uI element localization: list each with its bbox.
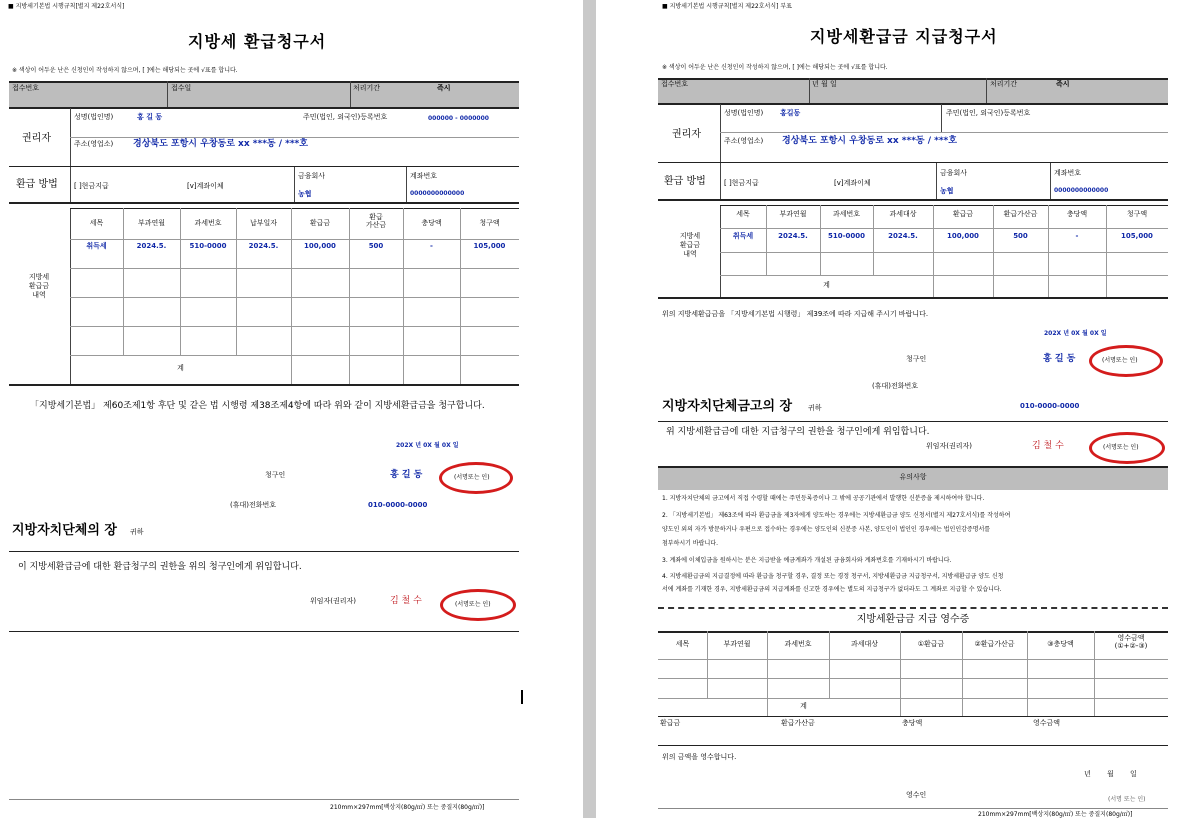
header-refund: 환급금 (309, 219, 331, 227)
receipt-statement: 위의 금액을 영수합니다. (662, 753, 737, 761)
bank-label: 금융회사 (940, 169, 968, 177)
receipt-header-refund: ①환급금 (917, 640, 945, 648)
total-label: 계 (823, 281, 830, 289)
cash-option[interactable]: [ ]현금지급 (74, 182, 109, 190)
rights-holder-label: 권리자 (22, 133, 51, 144)
bank-value: 농협 (298, 190, 312, 198)
note-2-cont2: 첨부하시기 바랍니다. (662, 540, 718, 547)
claim-statement: 위의 지방세환급금을 「지방세기본법 시행령」 제39조에 따라 지급해 주시기 바랍니다. (662, 310, 929, 318)
header-refund: 환급금 (952, 210, 974, 218)
delegator-label: 위임자(권리자) (310, 597, 357, 605)
id-number-label: 주민(법인, 외국인)등록번호 (946, 109, 1031, 117)
delegator-sign: (서명또는 인) (1103, 444, 1139, 451)
delegation-text: 위 지방세환급금에 대한 지급청구의 권한을 청구인에게 위임합니다. (666, 427, 930, 437)
header-offset: 충당액 (421, 219, 442, 227)
note-1: 1. 지방자치단체의 금고에서 직접 수령할 때에는 주민등록증이나 그 밖에 공공기관에서 발행한 신분증을 제시하여야 합니다. (662, 495, 985, 502)
cell-claim: 105,000 (473, 242, 506, 250)
addressee-suffix: 귀하 (130, 528, 144, 536)
bank-value: 농협 (940, 187, 954, 195)
receipt-header-interest: ②환급가산금 (974, 640, 1015, 648)
cash-option[interactable]: [ ]현금지급 (724, 179, 759, 187)
details-label: 지방세 환급금 내역 (28, 273, 50, 300)
transfer-option[interactable]: [v]계좌이체 (187, 182, 224, 190)
address-value: 경상북도 포항시 우창동로 xx ***동 / ***호 (133, 139, 308, 149)
delegation-text: 이 지방세환급금에 대한 환급청구의 권한을 위의 청구인에게 위임합니다. (18, 562, 302, 572)
notes-title: 유의사항 (899, 473, 927, 481)
note-4-cont: 서에 계좌를 기재한 경우, 지방세환급금의 지급계좌를 신고한 경우에는 별도의 지급청구가 없더라도 그 계좌로 지급할 수 있습니다. (662, 586, 1002, 593)
header-tax-number: 과세번호 (832, 210, 861, 218)
receipt-title: 지방세환급금 지급 영수증 (856, 614, 970, 625)
addressee-suffix: 귀하 (808, 404, 822, 412)
processing-period-label: 처리기간 (990, 80, 1018, 88)
header-claim: 청구액 (479, 219, 500, 227)
name-label: 성명(법인명) (724, 109, 764, 117)
header-refund-interest: 환급 가산금 (365, 213, 387, 230)
delegator-name: 김 철 수 (1032, 441, 1064, 451)
refund-payment-claim-page (596, 0, 1182, 818)
note-3: 3. 계좌에 이체입금을 원하시는 분은 지급받을 예금계좌가 개설된 금융회사와 계좌번호를 기재하시기 바랍니다. (662, 557, 952, 564)
note-2: 2. 「지방세기본법」 제63조에 따라 환급금을 제3자에게 양도하는 경우에는 지방세환급금 양도 신청서(별지 제27호서식)를 작성하여 (662, 512, 1011, 519)
receipt-bottom-refund: 환급금 (660, 719, 681, 727)
phone-value: 010-0000-0000 (368, 501, 428, 509)
receipt-date-label: 접수일 (171, 84, 192, 92)
header-payment-date: 납부일자 (249, 219, 278, 227)
bank-label: 금융회사 (298, 172, 326, 180)
claim-date: 202X 년 0X 월 0X 일 (1044, 330, 1107, 337)
total-label: 계 (177, 364, 184, 372)
receipt-header-tax-item: 세목 (675, 640, 690, 648)
text-cursor (521, 690, 523, 704)
cell-offset: - (1075, 232, 1079, 240)
note-2-cont: 양도인 외의 자가 방문하거나 우편으로 접수하는 경우에는 양도인의 신분증 사본, 양도인이 법인인 경우에는 법인인감증명서를 (662, 526, 991, 533)
refund-method-label: 환급 방법 (664, 176, 706, 187)
account-label: 계좌번호 (1054, 169, 1082, 177)
details-label: 지방세 환급금 내역 (679, 232, 701, 259)
cell-tax-item: 취득세 (732, 232, 754, 240)
receipt-bottom-interest: 환급가산금 (781, 719, 815, 727)
form-reference: ■ 지방세기본법 시행규칙[별지 제22호서식] (8, 3, 125, 10)
delegator-name: 김 철 수 (390, 596, 422, 606)
name-value: 홍길동 (780, 109, 801, 117)
receipt-number-label: 접수번호 (12, 84, 40, 92)
processing-period-value: 즉시 (1056, 80, 1070, 88)
account-value: 0000000000000 (1054, 187, 1109, 194)
address-label: 주소(영업소) (724, 137, 764, 145)
phone-label: (휴대)전화번호 (230, 501, 277, 509)
claimant-name: 홍 길 동 (1043, 354, 1076, 364)
receiver-label: 영수인 (906, 791, 927, 799)
processing-period-label: 처리기간 (353, 84, 381, 92)
receipt-bottom-amount: 영수금액 (1033, 719, 1061, 727)
claimant-label: 청구인 (265, 471, 286, 479)
phone-value: 010-0000-0000 (1020, 402, 1080, 410)
id-number-label: 주민(법인, 외국인)등록번호 (303, 113, 388, 121)
rights-holder-label: 권리자 (672, 129, 701, 140)
form-reference: ■ 지방세기본법 시행규칙[별지 제22호서식] 부표 (662, 3, 792, 10)
receipt-number-label: 접수번호 (661, 80, 689, 88)
cell-levy-month: 2024.5. (136, 242, 167, 250)
claimant-name: 홍 길 동 (390, 470, 423, 480)
page-title: 지방세 환급청구서 (188, 32, 327, 51)
paper-spec: 210mm×297mm[백상지(80g/㎡) 또는 중질지(80g/㎡)] (330, 804, 485, 811)
receipt-date-label: 년 월 일 (812, 80, 837, 88)
transfer-option[interactable]: [v]계좌이체 (834, 179, 871, 187)
header-refund-interest: 환급가산금 (1003, 210, 1038, 218)
phone-label: (휴대)전화번호 (872, 382, 919, 390)
addressee: 지방자치단체금고의 장 (662, 399, 793, 414)
header-tax-item: 세목 (736, 210, 750, 218)
delegator-label: 위임자(권리자) (926, 442, 973, 450)
id-number-value: 000000 - 0000000 (428, 115, 489, 122)
name-label: 성명(법인명) (74, 113, 114, 121)
claim-date: 202X 년 0X 월 0X 일 (396, 442, 459, 449)
cell-refund: 100,000 (947, 232, 979, 240)
receipt-total-label: 계 (800, 702, 807, 710)
account-label: 계좌번호 (410, 172, 438, 180)
receipt-header-offset: ③충당액 (1047, 640, 1074, 648)
header-levy-month: 부과연월 (137, 219, 166, 227)
cell-tax-item: 취득세 (86, 242, 107, 250)
receipt-header-tax-object: 과세대상 (850, 640, 879, 648)
form-notice: ※ 색상이 어두운 난은 신청인이 작성하지 않으며, [ ]에는 해당되는 곳에 √표를 합니다. (662, 64, 888, 71)
cell-refund-interest: 500 (1013, 232, 1028, 240)
cell-offset: - (430, 242, 433, 250)
name-value: 홍 길 동 (137, 113, 163, 121)
processing-period-value: 즉시 (437, 84, 451, 92)
receipt-header-tax-number: 과세번호 (784, 640, 812, 648)
header-tax-item: 세목 (89, 219, 104, 227)
paper-spec: 210mm×297mm[백상지(80g/㎡) 또는 중질지(80g/㎡)] (978, 811, 1133, 818)
receipt-header-levy-month: 부과연월 (723, 640, 751, 648)
cell-refund-interest: 500 (368, 242, 384, 250)
cell-tax-object: 2024.5. (888, 232, 918, 240)
delegator-sign: (서명또는 인) (455, 601, 491, 608)
claimant-sign: (서명또는 인) (454, 474, 490, 481)
refund-claim-page (0, 0, 583, 818)
cell-claim: 105,000 (1121, 232, 1153, 240)
header-tax-number: 과세번호 (194, 219, 222, 227)
cell-payment-date: 2024.5. (248, 242, 279, 250)
claim-statement: 「지방세기본법」 제60조제1항 후단 및 같은 법 시행령 제38조제4항에 따라 위와 같이 지방세환급금을 청구합니다. (30, 401, 485, 411)
page-title: 지방세환급금 지급청구서 (810, 27, 998, 46)
claimant-label: 청구인 (906, 355, 927, 363)
refund-method-label: 환급 방법 (16, 179, 58, 190)
receipt-header-bg (658, 78, 1168, 103)
page-gutter (583, 0, 596, 818)
addressee: 지방자치단체의 장 (12, 523, 117, 538)
note-4: 4. 지방세환급금의 지급결정에 따라 환급을 청구할 경우, 결정 또는 경정 청구서, 지방세환급금 지급청구서, 지방세환급금 양도 신청 (662, 573, 1004, 580)
claimant-sign: (서명또는 인) (1102, 357, 1138, 364)
address-label: 주소(영업소) (74, 140, 114, 148)
account-value: 0000000000000 (410, 190, 465, 197)
header-levy-month: 부과연월 (779, 210, 807, 218)
header-tax-object: 과세대상 (889, 210, 917, 218)
receiver-sign: (서명 또는 인) (1108, 796, 1146, 803)
cell-levy-month: 2024.5. (778, 232, 808, 240)
receipt-header-amount: 영수금액 (①+②-③) (1114, 634, 1148, 651)
receipt-bottom-offset: 충당액 (902, 719, 923, 727)
address-value: 경상북도 포항시 우창동로 xx ***동 / ***호 (782, 136, 957, 146)
receipt-date: 년 월 일 (1084, 770, 1137, 778)
header-offset: 충당액 (1066, 210, 1088, 218)
cell-tax-number: 510-0000 (189, 242, 227, 250)
cell-tax-number: 510-0000 (828, 232, 865, 240)
cell-refund: 100,000 (304, 242, 336, 250)
form-notice: ※ 색상이 어두운 난은 신청인이 작성하지 않으며, [ ]에는 해당되는 곳에 √표를 합니다. (12, 67, 238, 74)
header-claim: 청구액 (1126, 210, 1148, 218)
